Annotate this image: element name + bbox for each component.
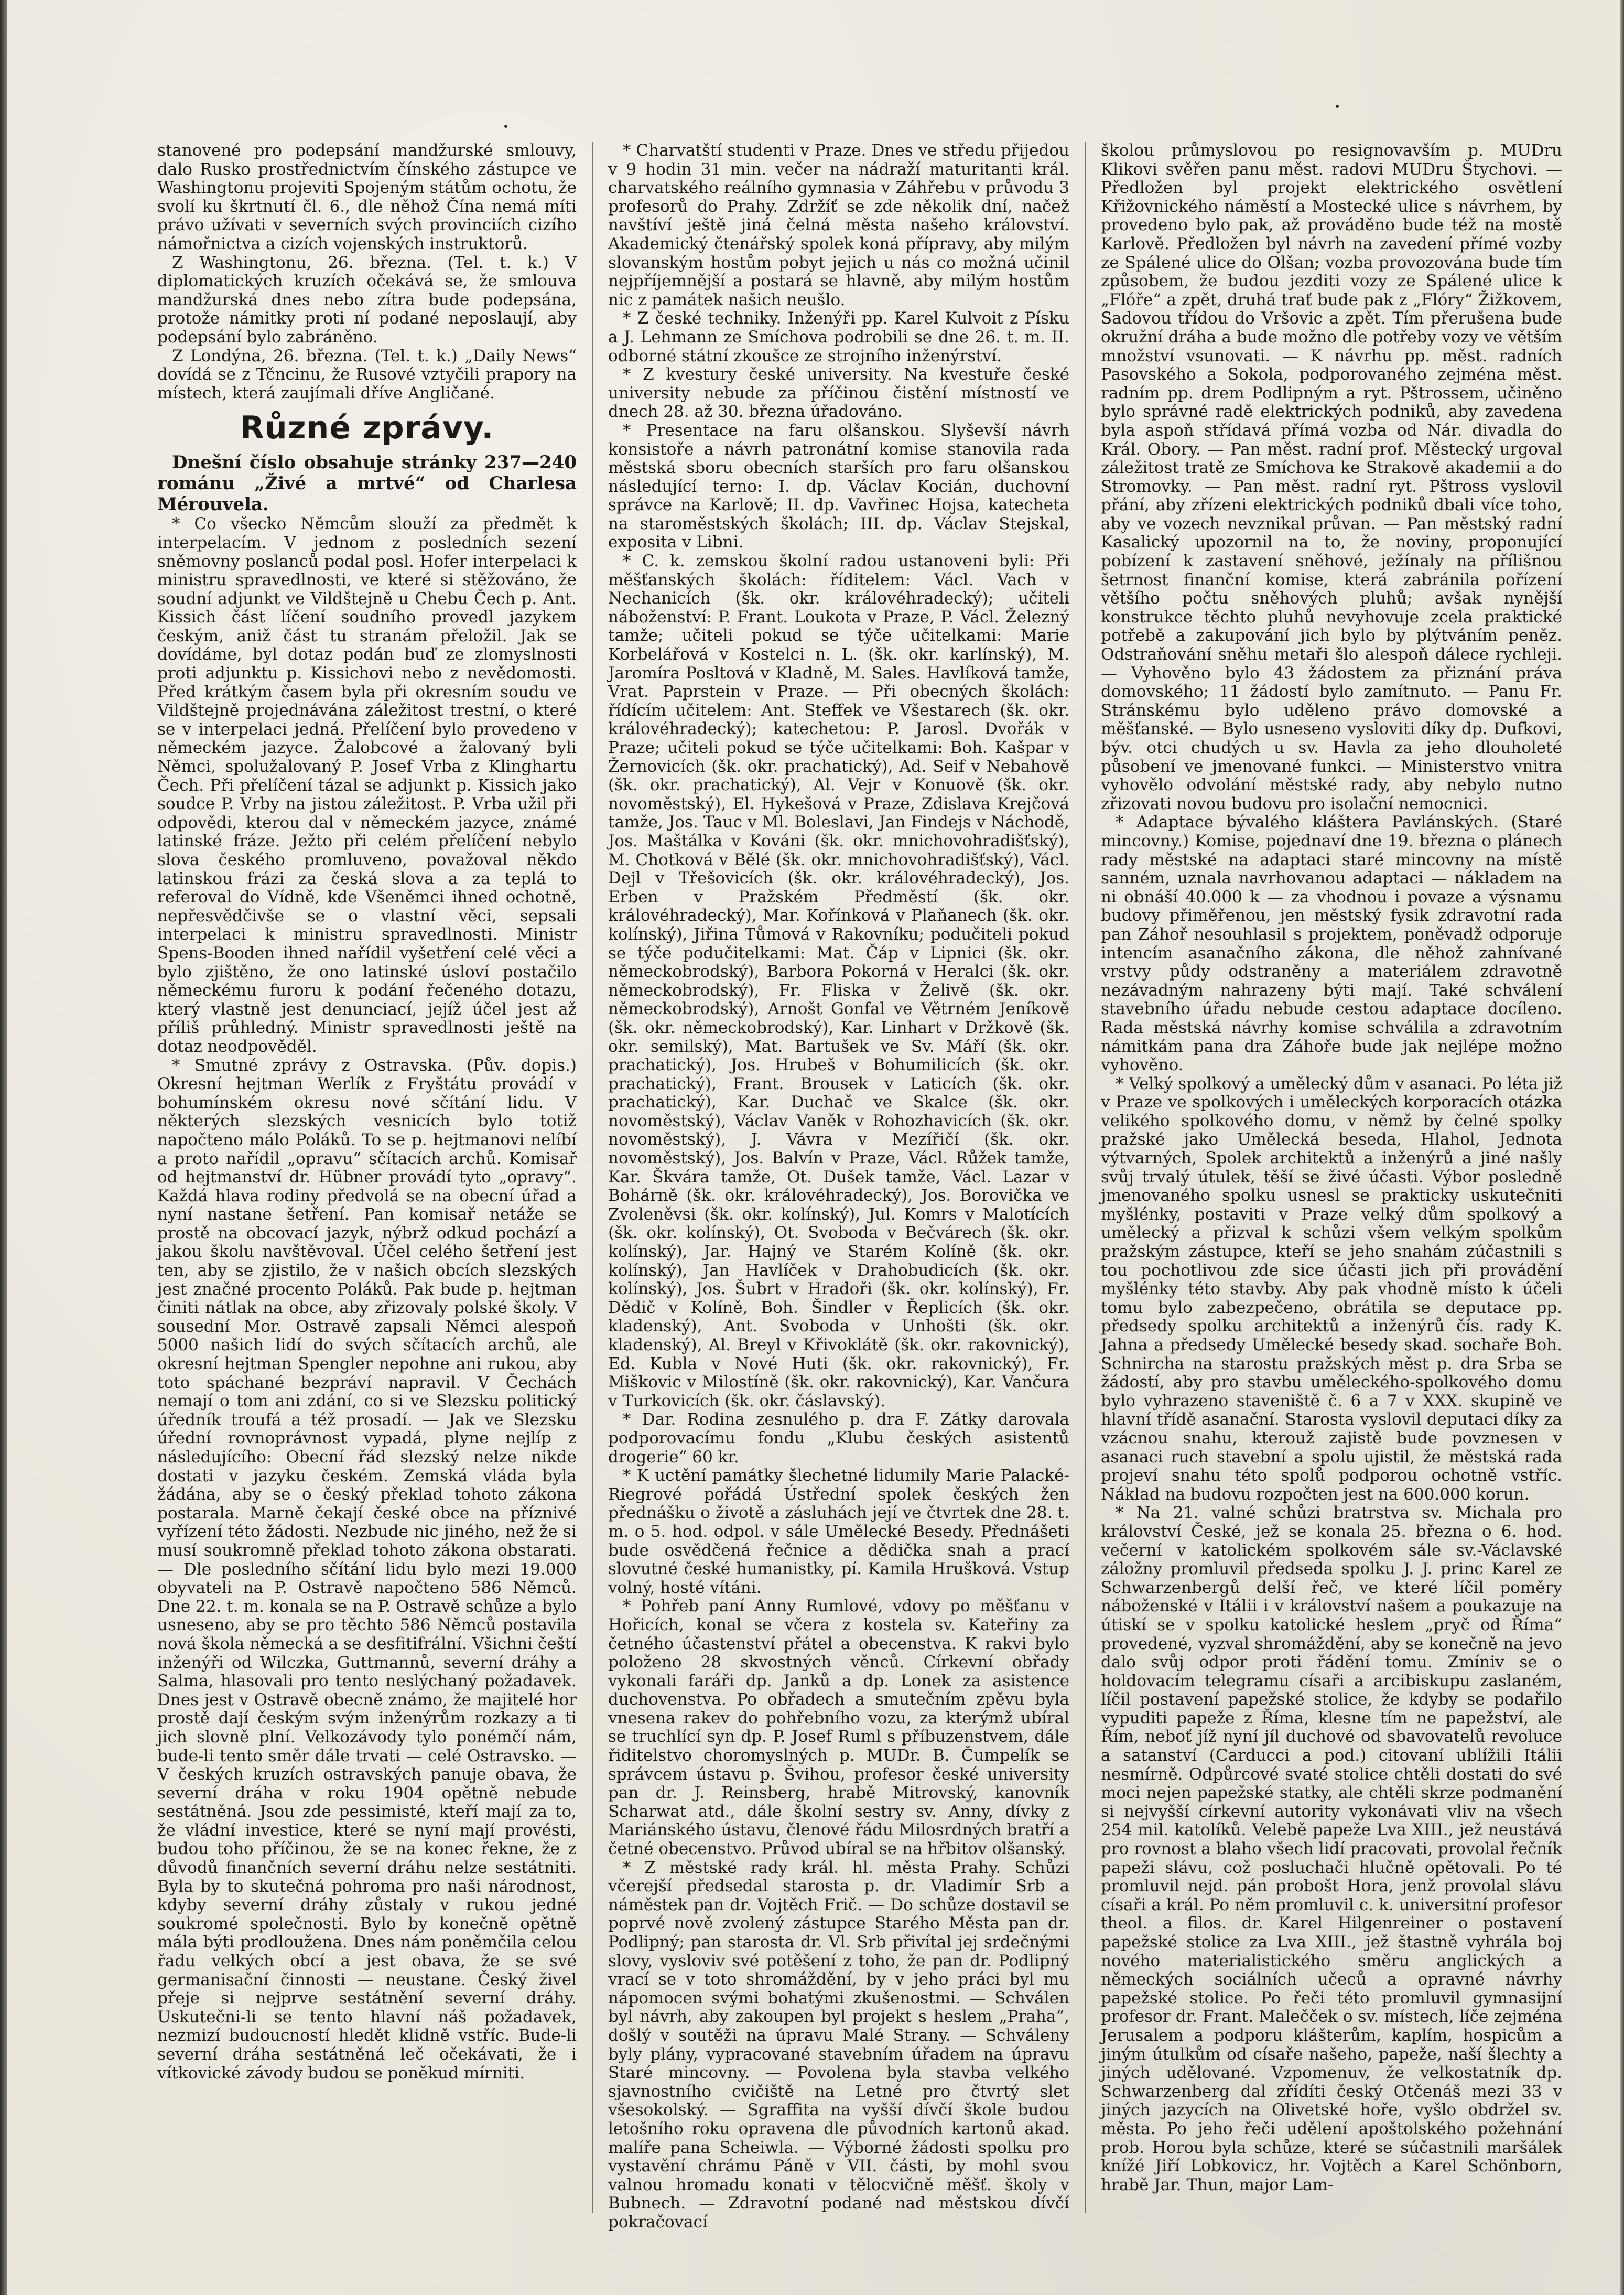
paragraph: Z Londýna, 26. března. (Tel. t. k.) „Daily News“ dovídá se z Tčncinu, že Rusové vztyčili prapory na místech, která zaujímali dříve Angličané. — [157, 346, 577, 403]
print-speck — [1336, 105, 1339, 108]
column-rule — [1085, 142, 1086, 2213]
paragraph: * Co všecko Němcům slouží za předmět k interpelacím. V jednom z posledních sezení sněmovny poslanců podal posl. Hofer interpelaci k ministru spravedlnosti, ve které si stěžováno, že soudní adjunkt ve Vildštejně u Chebu Čech p. Ant. Kissich část líčení soudního provedl jazykem českým, aniž část tu stranám přeložil. Jak se dovídáme, byl dotaz podán buď ze zlomyslnosti proti adjunktu p. Kissichovi nebo z nevědomosti. Před krátkým časem byla při okresním soudu ve Vildštejně projednávána záležitost trestní, o které se v interpelaci jedná. Přelíčení bylo provedeno v německém jazyce. Žalobcové a žalovaný byli Němci, spolužalovaný P. Josef Vrba z Klinghartu Čech. Při přelíčení tázal se adjunkt p. Kissich jako soudce P. Vrby na jistou záležitost. P. Vrba užil při odpovědi, kterou dal v německém jazyce, známé latinské fráze. Ježto při celém přelíčení nebylo slova českého promluveno, považoval někdo latinskou frázi za česká slova a za teplá to referoval do Vídně, kde Všeněmci ihned ochotně, nepřesvědčivše se o vlastní věci, sepsali interpelaci k ministru spravedlnosti. Ministr Spens-Booden ihned nařídil vyšetření celé věci a bylo zjištěno, že ono latinské úsloví postačilo německému furoru k podání řečeného dotazu, který vlastně jest denunciací, jejíž účel jest až příliš průhledný. Ministr spravedlnosti ještě na dotaz neodpověděl. — [157, 514, 577, 1056]
print-speck — [504, 125, 507, 128]
paragraph: * Z kvestury české university. Na kvestuře české university nebude za příčinou čistění místností ve dnech 28. až 30. března úřadováno. — [608, 365, 1069, 422]
paragraph: * Pohřeb paní Anny Rumlové, vdovy po měšťanu v Hořicích, konal se včera z kostela sv. Kateřiny za četného účastenství přátel a obecenstva. K rakvi bylo položeno 28 skvostných věnců. Církevní obřady vykonali faráři dp. Janků a dp. Lonek za asistence duchovenstva. Po obřadech a smutečním zpěvu byla vnesena rakev do pohřebního vozu, za kterýmž ubíral se truchlící syn dp. P. Josef Ruml s příbuzenstvem, dále řiditelstvo choromyslných p. MUDr. B. Čumpelík se správcem ústavu p. Švihou, profesor české university pan dr. J. Reinsberg, hrabě Mitrovský, kanovník Scharwat atd., dále školní sestry sv. Anny, dívky z Mariánského ústavu, členové řádu Milosrdných bratří a četné obecenstvo. Průvod ubíral se na hřbitov olšanský. — [608, 1597, 1069, 1859]
paragraph: * Charvatští studenti v Praze. Dnes ve středu přijedou v 9 hodin 31 min. večer na nádraží maturitanti král. charvatského reálního gymnasia v Záhřebu v průvodu 3 profesorů do Prahy. Zdržíť se zde několik dní, načež navštíví ještě jiná čelná města našeho království. Akademický čtenářský spolek koná přípravy, aby milým slovanským hostům pobyt jejich u nás co možná učinil nejpříjemnější a postará se hlavně, aby milým hostům nic z památek našich neušlo. — [608, 141, 1069, 309]
paragraph: * Z české techniky. Inženýři pp. Karel Kulvoit z Písku a J. Lehmann ze Smíchova podrobili se dne 26. t. m. II. odborné státní zkoušce ze strojního inženýrství. — [608, 309, 1069, 365]
paragraph: * Velký spolkový a umělecký dům v asanaci. Po léta již v Praze ve spolkových i uměleckých korporacích otázka velikého spolkového domu, v němž by čelné spolky pražské jako Umělecká beseda, Hlahol, Jednota výtvarných, Spolek architektů a inženýrů a jiné našly svůj trvalý útulek, těší se živé účasti. Výbor posledně jmenovaného spolku usnesl se prakticky uskutečniti myšlénky, postaviti v Praze velký dům spolkový a umělecký a přizval k schůzi všem velkým spolkům pražským zástupce, kteří se jeho snahám zúčastnili s tou pochotlivou zde sice účasti jich při provádění myšlénky této stavby. Aby pak vhodně místo k účeli tomu bylo zabezpečeno, obrátila se deputace pp. předsedy spolku architektů a inženýrů čís. rady K. Jahna a předsedy Umělecké besedy skad. sochaře Boh. Schnircha na starostu pražských měst p. dra Srba se žádostí, aby pro stavbu uměleckého-spolkového domu bylo vyhrazeno staveniště č. 6 a 7 v XXX. skupině ve hlavní třídě asanační. Starosta vyslovil deputaci díky za vzácnou snahu, kterouž zajistě bude povznesen v asanaci ruch stavební a spolu ujistil, že městská rada projeví snahu této spolů podporou ochotně vstříc. Náklad na budovu rozpočten jest na 600.000 korun. — [1101, 1074, 1562, 1504]
scan-edge-right — [1620, 0, 1624, 2295]
paragraph: * Dar. Rodina zesnulého p. dra F. Zátky darovala podporovacímu fondu „Klubu českých asistentů drogerie“ 60 kr. — [608, 1410, 1069, 1467]
paragraph: * Z městské rady král. hl. města Prahy. Schůzi včerejší předsedal starosta p. dr. Vladimír Srb a náměstek pan dr. Vojtěch Frič. — Do schůze dostavil se poprvé nově zvolený zástupce Starého Města pan dr. Podlipný; pan starosta dr. Vl. Srb přivítal jej srdečnými slovy, vysloviv své potěšení z toho, že pan dr. Podlipný vrací se v toto shromáždění, by v jeho práci byl mu nápomocen svými bohatými zkušenostmi. — Schválen byl návrh, aby zakoupen byl projekt s heslem „Praha“, došlý v soutěži na úpravu Malé Strany. — Schváleny byly plány, vypracované stavebním úřadem na úpravu Staré mincovny. — Povolena byla stavba velkého sjavnostního cvičiště na Letné pro čtvrtý slet všesokolský. — Sgraffita na vyšší dívčí škole budou letošního roku opravena dle původních kartonů akad. malíře pana Scheiwla. — Výborné žádosti spolku pro vystavění chrámu Páně v VII. části, by mohl svou valnou hromadu konati v tělocvičně měšť. školy v Bubnech. — Zdravotní podané nad městskou dívčí pokračovací — [608, 1858, 1069, 2232]
paragraph: * Smutné zprávy z Ostravska. (Pův. dopis.) Okresní hejtman Werlík z Fryštátu provádí v bohumínském okresu nové sčítání lidu. V některých slezských vesnicích bylo totiž napočteno málo Poláků. To se p. hejtmanovi nelíbí a proto nařídil „opravu“ sčítacích archů. Komisař od hejtmanství dr. Hübner provádí tyto „opravy“. Každá hlava rodiny předvolá se na obecní úřad a nyní nastane šetření. Pan komisař netáže se prostě na obcovací jazyk, nýbrž odkud pochází a jakou školu navštěvoval. Účel celého šetření jest ten, aby se zjistilo, že v našich obcích slezských jest značné procento Poláků. Pak bude p. hejtman činiti nátlak na obce, aby zřizovaly polské školy. V sousední Mor. Ostravě zapsali Němci alespoň 5000 našich lidí do svých sčítacích archů, ale okresní hejtman Spengler nepohne ani rukou, aby toto spáchané bezpráví napravil. V Čechách nemají o tom ani zdání, co si ve Slezsku politický úředník troufá a též prosadí. — Jak ve Slezsku úřední rovnoprávnost vypadá, plyne nejlíp z následujícího: Obecní řád slezský nelze nikde dostati v jazyku českém. Zemská vláda byla žádána, aby se o český překlad tohoto zákona postarala. Marně čekají české obce na příznivé vyřízení této žádosti. Nezbude nic jiného, než že si musí soukromně překlad tohoto zákona obstarati. — Dle posledního sčítání lidu bylo mezi 19.000 obyvateli na P. Ostravě napočteno 586 Němců. Dne 22. t. m. konala se na P. Ostravě schůze a bylo usneseno, aby se pro těchto 586 Němců postavila nová škola německá a se desfitifrální. Všichni čeští inženýři od Wilczka, Guttmannů, severní dráhy a Salma, hlasovali pro tento neslýchaný požadavek. Dnes jest v Ostravě obecně známo, že majitelé hor prostě dají českým svým inženýrům rozkazy a ti jich slovně plní. Velkozávody tylo ponémčí nám, bude-li tento směr dále trvati — celé Ostravsko. — V českých kruzích ostravských panuje obava, že severní dráha v roku 1904 opětně nebude sestátněná. Jsou zde pessimisté, kteří mají za to, že vládní investice, které se nyní mají provésti, budou toho příčinou, že se na konec řekne, že z důvodů finančních severní dráhu nelze sestátniti. Byla by to skutečná pohroma pro naši národnost, kdyby severní dráhy zůstaly v rukou jedné soukromé společnosti. Bylo by konečně opětně mála býti prodloužena. Dnes nám poněmčila celou řadu velkých obcí a jest obava, že se své germanisační činnosti — neustane. Český živel přeje si nejprve sestátnění severní dráhy. Uskutečni-li se tento hlavní náš požadavek, nezmizí budoucností hledět klidně vstříc. Bude-li severní dráha sestátněná leč očekávati, že i vítkovické závody budou se poněkud mírniti. — [157, 1055, 577, 2083]
paragraph: * C. k. zemskou školní radou ustanoveni byli: Při měšťanských školách: říditelem: Václ. Vach v Nechanicích (šk. okr. královéhradecký); učiteli náboženství: P. Frant. Loukota v Praze, P. Václ. Železný tamže; učiteli pokud se týče učitelkami: Marie Korbelářová v Kostelci n. L. (šk. okr. karlínský), M. Jaromíra Posltová v Kladně, M. Sales. Havlíková tamže, Vrat. Paprstein v Praze. — Při obecných školách: řídícím učitelem: Ant. Steffek ve Všestarech (šk. okr. královéhradecký); katechetou: P. Jarosl. Dvořák v Praze; učiteli pokud se týče učitelkami: Boh. Kašpar v Žernovicích (šk. okr. prachatický), Ad. Seif v Nebahově (šk. okr. prachatický), Al. Vejr v Konuově (šk. okr. novoměstský), El. Hykešová v Praze, Zdislava Krejčová tamže, Jos. Tauc v Ml. Boleslavi, Jan Findejs v Náchodě, Jos. Maštálka v Kováni (šk. okr. mnichovohradišťský), M. Chotková v Bělé (šk. okr. mnichovohradišťský), Václ. Dejl v Třešovicích (šk. okr. královéhradecký), Jos. Erben v Pražském Předměstí (šk. okr. královéhradecký), Mar. Kořínková v Plaňanech (šk. okr. kolínský), Jiřina Tůmová v Rakovníku; podučiteli pokud se týče podučitelkami: Mat. Čáp v Lipnici (šk. okr. německobrodský), Barbora Pokorná v Heralci (šk. okr. německobrodský), Fr. Fliska v Želivě (šk. okr. německobrodský), Arnošt Gonfal ve Větrném Jeníkově (šk. okr. německobrodský), Kar. Linhart v Držkově (šk. okr. semilský), Mat. Bartušek ve Sv. Máří (šk. okr. prachatický), Jos. Hrubeš v Bohumilicích (šk. okr. prachatický), Frant. Brousek v Laticích (šk. okr. prachatický), Kar. Duchač ve Skalce (šk. okr. novoměstský), Václav Vaněk v Rohozhavicích (šk. okr. novoměstský), J. Vávra v Mezířičí (šk. okr. novoměstský), Jos. Balvín v Praze, Václ. Růžek tamže, Kar. Škvára tamže, Ot. Dušek tamže, Václ. Lazar v Bohárně (šk. okr. královéhradecký), Jos. Borovička ve Zvoleněvsi (šk. okr. kolínský), Jul. Komrs v Malotících (šk. okr. kolínský), Ot. Svoboda v Bečvárech (šk. okr. kolínský), Jar. Hajný ve Starém Kolíně (šk. okr. kolínský), Jan Havlíček v Drahobudicích (šk. okr. kolínský), Jos. Šubrt v Hradoři (šk. okr. kolínský), Fr. Dědič v Kolíně, Boh. Šindler v Řeplicích (šk. okr. kladenský), Ant. Svoboda v Unhošti (šk. okr. kladenský), Al. Breyl v Křivoklátě (šk. okr. rakovnický), Ed. Kubla v Nové Huti (šk. okr. rakovnický), Fr. Miškovic v Milostíně (šk. okr. rakovnický), Kar. Vančura v Turkovicích (šk. okr. čáslavský). — [608, 552, 1069, 1410]
paragraph: * Na 21. valné schůzi bratrstva sv. Michala pro království České, jež se konala 25. března o 6. hod. večerní v katolickém spolkovém sále sv.-Václavské záložny promluvil předseda spolku J. J. princ Karel ze Schwarzenbergů delší řeč, ve které líčil poměry náboženské v Itálii i v království našem a poukazuje na útiskí se v spolku katolické heslem „pryč od Říma“ provedené, vyzval shromáždění, aby se konečně na jevo dalo svůj odpor proti řádění tomu. Zmíniv se o holdovacím telegramu císaři a arcibiskupu zaslaném, líčil postavení papežské stolice, že kdyby se podařilo vypuditi papeže z Říma, klesne tím ne papežství, ale Řím, neboť jíž nyní jíl duchové od sbavovatelů revoluce a satanství (Carducci a pod.) citovaní ublížili Itálii nesmírně. Odpůrcové svaté stolice chtěli dostati do své moci nejen papežské statky, ale chtěli skrze podmanění si nejvyšší církevní autority vykonávati vliv na všech 254 mil. katolíků. Velebě papeže Lva XIII., jež neustává pro rovnost a blaho všech lidí pracovati, provolal řečník papeži slávu, což posluchači hlučně opětovali. Po té promluvil nejd. pán probošt Hora, jenž provolal slávu císaři a král. Po něm promluvil c. k. universitní profesor theol. a filos. dr. Karel Hilgenreiner o postavení papežské stolice za Lva XIII., jež štastně vyhrála boj nového materialistického směru anglických a německých sociálních učeců a opravné návrhy papežské stolice. Po řeči této promluvil gymnasijní profesor dr. Frant. Malečček o sv. místech, líče zejména Jerusalem a podporu klášterům, kaplím, hospicům a jiným útulkům od císaře našeho, papeže, naší šlechty a jiných udělované. Vzpomenuv, že velkostatník dp. Schwarzenberg dal zřídíti český Otčenáš mezi 33 v jiných jazycích na Olivetské hoře, vyšlo obdržel sv. města. Po jeho řeči udělení apoštolského požehnání prob. Horou byla schůze, které se súčastnili maršálek knížé Jiří Lobkovicz, hr. Vojtěch a Karel Schönborn, hrabě Jar. Thun, major Lam- — [1101, 1503, 1562, 2194]
lede-notice: Dnešní číslo obsahuje stránky 237—240 románu „Živé a mrtvé“ od Charlesa Mérouvela. — [157, 452, 577, 515]
paragraph: Z Washingtonu, 26. března. (Tel. t. k.) V diplomatických kruzích očekává se, že smlouva mandžurská dnes nebo zítra bude podepsána, protože námitky proti ní podané neposlaují, aby podepsání bylo zabráněno. — [157, 253, 577, 347]
column-1 — [157, 142, 577, 2213]
paragraph: * Adaptace bývalého kláštera Pavlánských. (Staré mincovny.) Komise, pojednaví dne 19. března o plánech rady městské na adaptaci staré mincovny na místě sanném, uznala navrhovanou adaptaci — nákladem na ni obnáší 40.000 k — za vhodnou i povaze a výsnamu budovy přiměřenou, jen městský fysik zdravotní rada pan Záhoř nesouhlasil s projektem, poněvadž odporuje intencím asanačního zákona, dle něhož zahnívané vrstvy půdy odstraněny a materiálem zdravotně nezávadným nahrazeny býti mají. Také schválení stavebního úřadu nebude cestou adaptace docíleno. Rada městská návrhy komise schválila a zdravotním námitkám pana dra Záhoře bude jak nejlépe možno vyhověno. — [1101, 813, 1562, 1075]
paragraph: stanovené pro podepsání mandžurské smlouvy, dalo Rusko prostřednictvím čínského zástupce ve Washingtonu projeviti Spojeným státům ochotu, že svolí ku škrtnutí čl. 6., dle něhož Čína nemá míti právo užívati v severních svých provinciích cizího námořnictva a cizích vojenských instruktorů. — [157, 141, 577, 253]
scan-edge-left — [0, 0, 7, 2295]
column-3 — [1101, 142, 1562, 2213]
column-2 — [608, 141, 1069, 2232]
paragraph: * Presentace na faru olšanskou. Slyševší návrh konsistoře a návrh patronátní komise stanovila rada městská sboru obecních starších pro faru olšanskou následující terno: I. dp. Václav Kocián, duchovní správce na Karlově; II. dp. Vavřinec Hojsa, katecheta na staroměstských školách; III. dp. Václav Stejskal, exposita v Libni. — [608, 421, 1069, 552]
column-rule — [592, 142, 593, 2213]
paragraph: školou průmyslovou po resignovavším p. MUDru Klikovi svěřen panu měst. radovi MUDru Štychovi. — Předložen byl projekt elektrického osvětlení Křižovnického náměstí a Mostecké ulice s návrhem, by provedeno bylo pak, až prováděno bude též na mostě Karlově. Předložen byl návrh na zavedení přímé vozby ze Spálené ulice do Olšan; vozba provozována bude tím způsobem, že budou jezditi vozy ze Spálené ulice k „Flóře“ a zpět, druhá trať bude pak z „Flóry“ Žižkovem, Sadovou třídou do Vršovic a zpět. Tím přerušena bude okružní dráha a bude možno dle potřeby vozy ve větším množství vsunovati. — K návrhu pp. měst. radních Pasovského a Sokola, podporovaného zejména měst. radním pp. drem Podlipným a ryt. Pštrossem, učiněno bylo správné radě elektrických podniků, aby zavedena byla aspoň střídavá přímá vozba od Nár. divadla do Král. Obory. — Pan měst. radní prof. Městecký urgoval záležitost tratě ze Smíchova ke Strakově akademii a do Stromovky. — Pan měst. radní ryt. Pštross vyslovil přání, aby zřízeni elektrických podniků dbali více toho, aby ve vozech nevznikal průvan. — Pan městský radní Kasalický upozornil na to, že noviny, proponující pobízení k zastavení sněhové, ježínaly na přílišnou šetrnost finanční komise, která zabránila pořízení většího počtu sněhových pluhů; avšak nynější konstrukce těchto pluhů nevyhovuje zcela praktické potřebě a zakupování jich bylo by plýtváním peněz. Odstraňování sněhu metaři šlo alespoň dálece rychleji. — Vyhověno bylo 43 žádostem za přiznání práva domovského; 11 žádostí bylo zamítnuto. — Panu Fr. Stránskému bylo uděleno právo domovské a měšťanské. — Bylo usneseno vysloviti díky dp. Dufkovi, býv. otci chudých u sv. Havla za jeho dlouholeté působení ve jmenované funkci. — Ministerstvo vnitra vyhovělo odvolání městské rady, aby nebylo nutno zřizovati novou budovu pro isolační nemocnici. — [1101, 141, 1562, 813]
section-heading: Různé zprávy. — [240, 410, 494, 447]
paragraph: * K uctění památky šlechetné lidumily Marie Palacké-Riegrové pořádá Ústřední spolek českých žen přednášku o životě a zásluhách její ve čtvrtek dne 28. t. m. o 5. hod. odpol. v sále Umělecké Besedy. Přednášeti bude osvědčená řečnice a dědička snah a prací slovutné české humanistky, pí. Kamila Hrušková. Vstup volný, hosté vítáni. — [608, 1466, 1069, 1597]
